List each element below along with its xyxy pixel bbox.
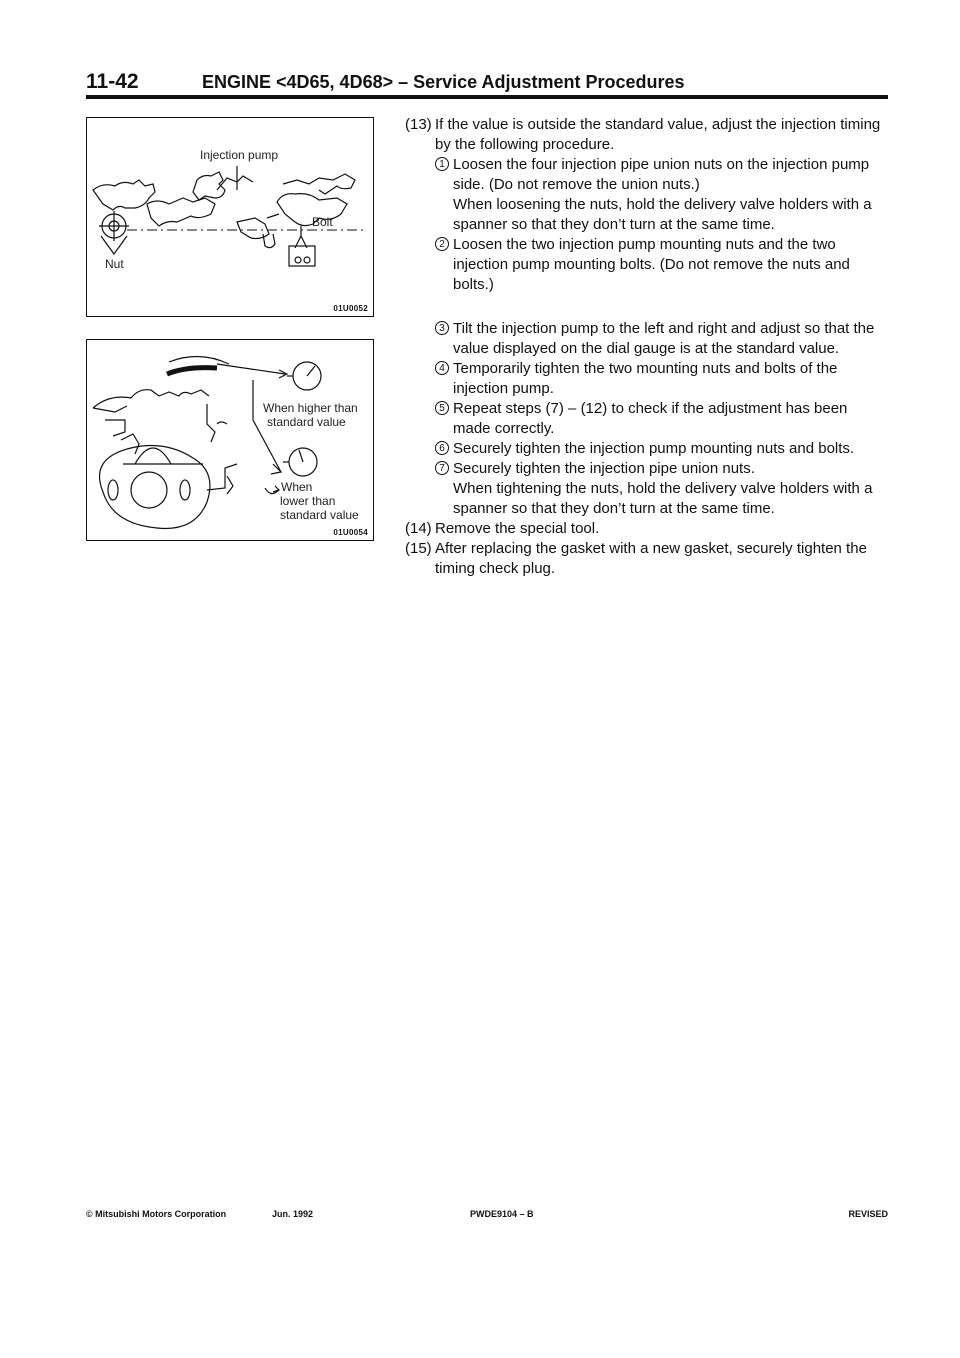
label-injection-pump: Injection pump	[200, 148, 279, 162]
figure-code: 01U0052	[333, 304, 368, 313]
label-lower-line3: standard value	[280, 508, 359, 522]
substep-1: 1 Loosen the four injection pipe union nuts on the injection pump side. (Do not remove the union nuts.)	[405, 155, 888, 195]
step-14: (14) Remove the special tool.	[405, 520, 600, 537]
substep-1-note: When loosening the nuts, hold the delivery valve holders with a spanner so that they don’t turn at the same time.	[453, 196, 872, 233]
figure-code: 01U0054	[333, 528, 368, 537]
figure-injection-pump	[86, 117, 374, 317]
figure-dial-gauge-adjustment	[86, 339, 374, 541]
label-higher-line1: When higher than	[263, 401, 358, 415]
page-title: ENGINE <4D65, 4D68> – Service Adjustment Procedures	[202, 72, 685, 92]
footer-copyright: © Mitsubishi Motors Corporation	[86, 1209, 227, 1219]
label-lower-line1: When	[281, 480, 313, 494]
substep-3: 3 Tilt the injection pump to the left and right and adjust so that the value displayed on the dial gauge is at the standard value.	[405, 319, 888, 359]
footer-status: REVISED	[848, 1209, 888, 1219]
footer-doc-code: PWDE9104 – B	[470, 1209, 534, 1219]
substep-5: 5 Repeat steps (7) – (12) to check if the adjustment has been made correctly.	[405, 399, 888, 439]
substep-2: 2 Loosen the two injection pump mounting nuts and the two injection pump mounting bolts. (Do not remove the nuts and bolts.)	[405, 235, 888, 295]
substep-4: 4 Temporarily tighten the two mounting nuts and bolts of the injection pump.	[405, 359, 888, 399]
label-higher-line2: standard value	[267, 415, 346, 429]
substep-7: 7 Securely tighten the injection pipe union nuts.	[405, 459, 888, 479]
label-lower-line2: lower than	[280, 494, 336, 508]
substep-7-note: When tightening the nuts, hold the delivery valve holders with a spanner so that they don’t turn at the same time.	[453, 480, 873, 517]
procedure-text	[405, 115, 888, 579]
step-13: (13) If the value is outside the standard value, adjust the injection timing by the following procedure.	[405, 116, 881, 153]
page-header	[86, 70, 888, 94]
label-nut: Nut	[105, 257, 124, 271]
header-rule	[86, 95, 888, 99]
page-footer	[86, 1209, 888, 1223]
substep-6: 6 Securely tighten the injection pump mounting nuts and bolts.	[405, 439, 888, 459]
page-number: 11-42	[86, 70, 139, 93]
label-bolt: Bolt	[312, 215, 333, 229]
footer-date: Jun. 1992	[272, 1209, 314, 1219]
step-15: (15) After replacing the gasket with a new gasket, securely tighten the timing check plug.	[405, 540, 867, 577]
